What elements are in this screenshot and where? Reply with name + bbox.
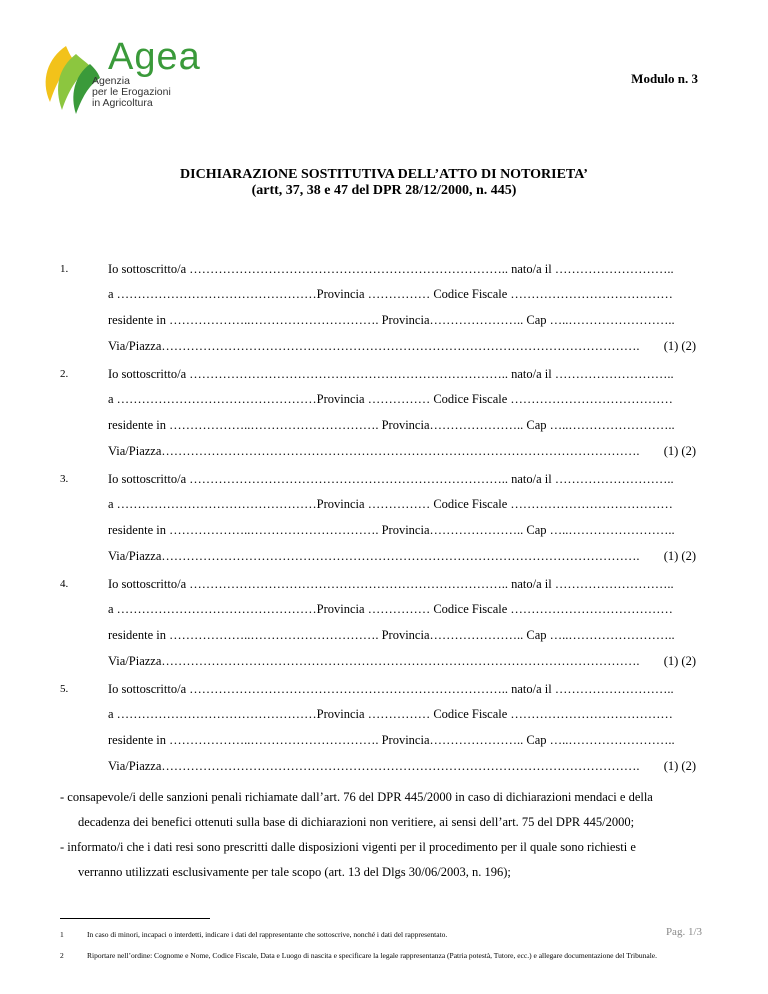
- footnote-refs: (1) (2): [663, 654, 696, 668]
- address-field: Via/Piazza…………………………………………………………………………………………………….: [108, 654, 640, 668]
- entry-address-line: [108, 339, 696, 353]
- entry-address-line: [108, 549, 696, 563]
- logo-sub-line: Agenzia: [92, 75, 130, 87]
- entry-field-line: Io sottoscritto/a ………………………………………………………………….. nato/a il ………………………..: [108, 682, 674, 696]
- entry-field-line: residente in ………………..…………………………. Provincia………………….. Cap …..……………………..: [108, 628, 675, 642]
- note-line: - informato/i che i dati resi sono prescritti dalle disposizioni vigenti per il procedimento per il quale sono richiesti e: [60, 840, 636, 854]
- footnote-refs: (1) (2): [663, 339, 696, 353]
- logo-sub-line: in Agricoltura: [92, 97, 153, 109]
- footnote-text: In caso di minori, incapaci o interdetti, indicare i dati del rappresentante che sottoscrive, nonché i dati del rappresentato.: [87, 930, 448, 939]
- logo-subtitle: [92, 76, 171, 109]
- note-line: verranno utilizzati esclusivamente per tale scopo (art. 13 del Dlgs 30/06/2003, n. 196);: [78, 865, 511, 879]
- note-line: decadenza dei benefici ottenuti sulla base di dichiarazioni non veritiere, ai sensi dell’art. 75 del DPR 445/2000;: [78, 815, 635, 829]
- entry-address-line: [108, 444, 696, 458]
- note-consapevole: [60, 785, 696, 835]
- entry-field-line: a …………………………………………Provincia …………… Codice Fiscale …………………………………: [108, 707, 673, 721]
- modulo-number: Modulo n. 3: [631, 71, 698, 86]
- entry-address-line: [108, 654, 696, 668]
- entry-number: 1.: [60, 263, 69, 275]
- address-field: Via/Piazza…………………………………………………………………………………………………….: [108, 339, 640, 353]
- entry-number: 2.: [60, 368, 69, 380]
- entry-field-line: a …………………………………………Provincia …………… Codice Fiscale …………………………………: [108, 497, 673, 511]
- footnote-divider: [60, 918, 210, 919]
- entry-field-line: Io sottoscritto/a ………………………………………………………………….. nato/a il ………………………..: [108, 577, 674, 591]
- entry-field-line: a …………………………………………Provincia …………… Codice Fiscale …………………………………: [108, 392, 673, 406]
- entry-address-line: [108, 759, 696, 773]
- agea-logo: [36, 30, 201, 120]
- footnote-refs: (1) (2): [663, 549, 696, 563]
- footnote-2: [60, 951, 700, 961]
- entry-field-line: residente in ………………..…………………………. Provincia………………….. Cap …..……………………..: [108, 418, 675, 432]
- footnote-number: 1: [60, 930, 64, 939]
- address-field: Via/Piazza…………………………………………………………………………………………………….: [108, 759, 640, 773]
- entry-number: 4.: [60, 578, 69, 590]
- note-line: - consapevole/i delle sanzioni penali richiamate dall’art. 76 del DPR 445/2000 in caso di dichiarazioni mendaci e della: [60, 790, 653, 804]
- entry-field-line: Io sottoscritto/a ………………………………………………………………….. nato/a il ………………………..: [108, 472, 674, 486]
- address-field: Via/Piazza…………………………………………………………………………………………………….: [108, 549, 640, 563]
- note-informato: [60, 835, 696, 885]
- entry-field-line: residente in ………………..…………………………. Provincia………………….. Cap …..……………………..: [108, 733, 675, 747]
- entry-field-line: residente in ………………..…………………………. Provincia………………….. Cap …..……………………..: [108, 313, 675, 327]
- entry-field-line: Io sottoscritto/a ………………………………………………………………….. nato/a il ………………………..: [108, 367, 674, 381]
- page-number: Pag. 1/3: [665, 926, 702, 938]
- entry-number: 3.: [60, 473, 69, 485]
- entry-number: 5.: [60, 683, 69, 695]
- footnote-refs: (1) (2): [663, 444, 696, 458]
- entry-field-line: Io sottoscritto/a ………………………………………………………………….. nato/a il ………………………..: [108, 262, 674, 276]
- document-title: DICHIARAZIONE SOSTITUTIVA DELL’ATTO DI NOTORIETA’: [180, 167, 588, 182]
- document-subtitle: (artt, 37, 38 e 47 del DPR 28/12/2000, n. 445): [251, 183, 517, 198]
- logo-sub-line: per le Erogazioni: [92, 86, 171, 98]
- logo-wordmark: Agea: [108, 36, 201, 78]
- footnote-refs: (1) (2): [663, 759, 696, 773]
- entry-field-line: residente in ………………..…………………………. Provincia………………….. Cap …..……………………..: [108, 523, 675, 537]
- entry-field-line: a …………………………………………Provincia …………… Codice Fiscale …………………………………: [108, 602, 673, 616]
- footnote-1: [60, 930, 700, 940]
- address-field: Via/Piazza…………………………………………………………………………………………………….: [108, 444, 640, 458]
- entry-field-line: a …………………………………………Provincia …………… Codice Fiscale …………………………………: [108, 287, 673, 301]
- footnote-number: 2: [60, 951, 64, 960]
- footnote-text: Riportare nell’ordine: Cognome e Nome, Codice Fiscale, Data e Luogo di nascita e specificare la legale rappresentanza (Patria potestà, Tutore, ecc.) e allegare documentazione del Tribunale.: [87, 951, 657, 960]
